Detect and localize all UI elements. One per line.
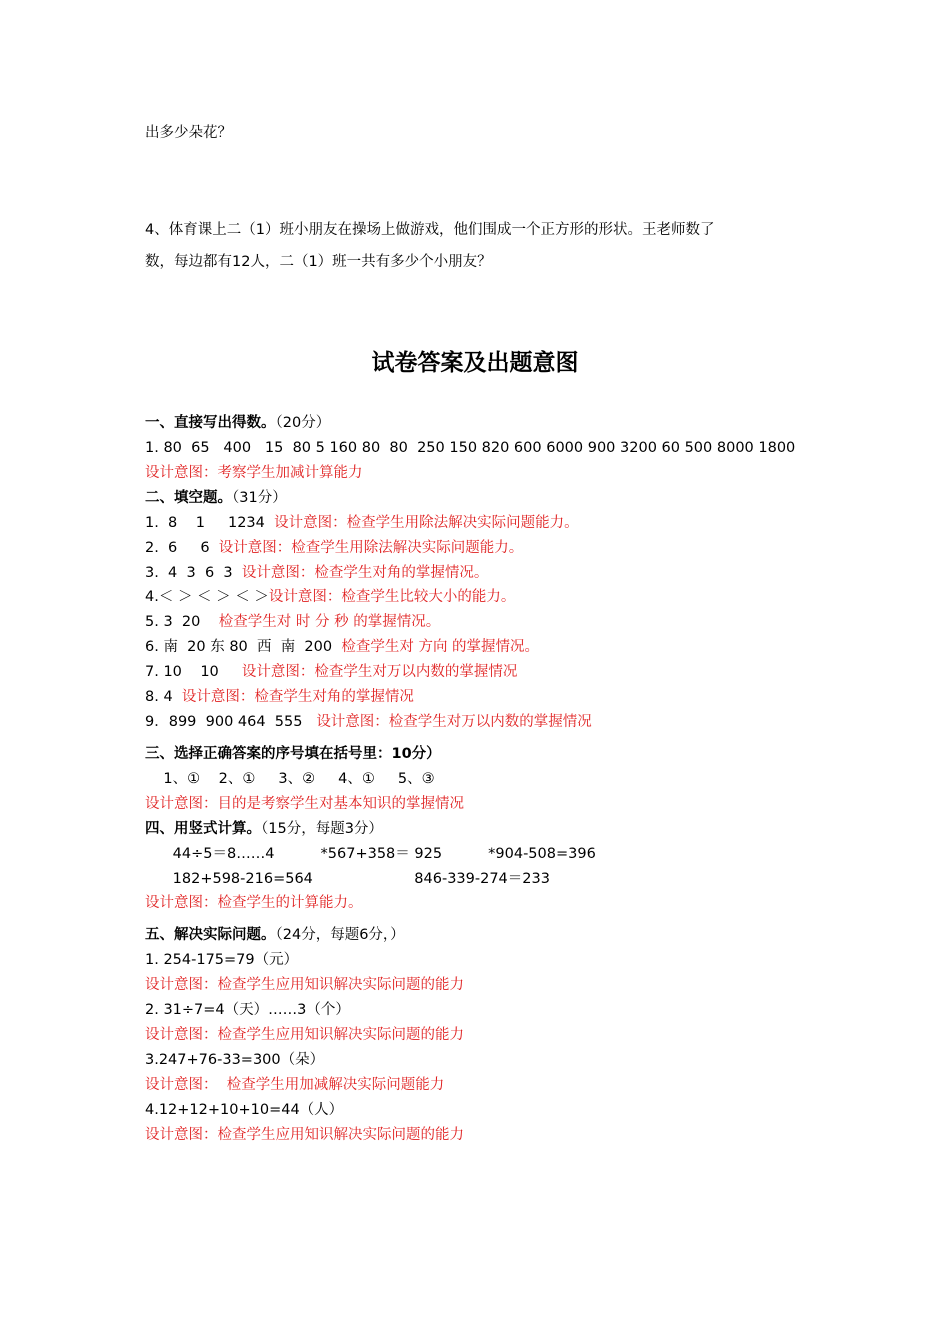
answer: 6. 南 20 东 80 西 南 200 [145, 639, 342, 655]
section-5-heading [145, 925, 405, 945]
answer: 2. 6 6 [145, 540, 219, 556]
section-5-intent: 设计意图：检查学生应用知识解决实际问题的能力 [145, 977, 464, 993]
answer: 3. 4 3 6 3 [145, 565, 242, 581]
answer: 7. 10 10 [145, 664, 242, 680]
section-3-intent: 设计意图：目的是考察学生对基本知识的掌握情况 [145, 796, 464, 812]
intent: 设计意图：检查学生对万以内数的掌握情况 [241, 664, 518, 680]
section-4-title: 四、用竖式计算。 [145, 821, 261, 837]
page-title: 试卷答案及出题意图 [371, 349, 579, 376]
section-4-heading [145, 819, 383, 839]
section-1-score: （20分） [275, 415, 331, 431]
section-5-answer: 3.247+76-33=300（朵） [145, 1052, 325, 1068]
answer: 1. 8 1 1234 [145, 515, 275, 531]
section-5-intent: 设计意图：检查学生应用知识解决实际问题的能力 [145, 1127, 464, 1143]
intent: 设计意图：检查学生比较大小的能力。 [268, 589, 516, 605]
section-2-item [145, 662, 517, 682]
question-4-line-2: 数，每边都有12人，二（1）班一共有多少个小朋友？ [145, 254, 492, 270]
section-2-item [145, 563, 488, 583]
section-5-intent: 设计意图： 检查学生用加减解决实际问题能力 [145, 1077, 445, 1093]
section-1-title: 一、直接写出得数。 [145, 415, 276, 431]
intent: 检查学生对 时 分 秒 的掌握情况。 [218, 614, 441, 630]
section-4-row-1: 44÷5＝8……4 *567+358＝ 925 *904-508=396 [145, 846, 596, 862]
intent: 设计意图：检查学生用除法解决实际问题能力。 [218, 540, 524, 556]
intent: 设计意图：检查学生对角的掌握情况。 [241, 565, 489, 581]
section-5-answer: 4.12+12+10+10=44（人） [145, 1102, 344, 1118]
section-1-answers: 1. 80 65 400 15 80 5 160 80 80 250 150 820 600 6000 900 3200 60 500 8000 1800 [145, 440, 796, 456]
intent: 检查学生对 方向 的掌握情况。 [341, 639, 540, 655]
section-5-answer: 1. 254-175=79（元） [145, 952, 299, 968]
intent: 设计意图：检查学生对万以内数的掌握情况 [316, 714, 592, 730]
answer: 8. 4 [145, 689, 182, 705]
section-3-answers: 1、① 2、① 3、② 4、① 5、③ [145, 771, 435, 787]
section-5-answer: 2. 31÷7=4（天）……3（个） [145, 1002, 350, 1018]
section-1-intent: 设计意图：考察学生加减计算能力 [145, 465, 363, 481]
intent: 设计意图：检查学生用除法解决实际问题能力。 [274, 515, 579, 531]
answer: 5. 3 20 [145, 614, 219, 630]
section-4-score: （15分，每题3分） [261, 821, 383, 837]
question-3-tail: 出多少朵花？ [145, 125, 232, 141]
section-2-item [145, 712, 592, 732]
section-5-intent: 设计意图：检查学生应用知识解决实际问题的能力 [145, 1027, 464, 1043]
section-2-item [145, 637, 539, 657]
answer: 9．899 900 464 555 [145, 714, 317, 730]
section-5-score: （24分，每题6分，） [275, 927, 405, 943]
section-1-heading [145, 413, 330, 433]
section-2-score: （31分） [232, 490, 287, 506]
section-2-item [145, 687, 414, 707]
section-4-row-2: 182+598-216=564 846-339-274＝233 [145, 871, 550, 887]
section-2-heading [145, 488, 287, 508]
section-2-item [145, 612, 440, 632]
section-2-title: 二、填空题。 [145, 490, 232, 506]
answer: 4.＜ ＞ ＜ ＞ ＜ ＞ [145, 589, 269, 605]
section-5-title: 五、解决实际问题。 [145, 927, 276, 943]
section-2-item [145, 513, 579, 533]
intent: 设计意图：检查学生对角的掌握情况 [181, 689, 414, 705]
section-4-intent: 设计意图：检查学生的计算能力。 [145, 895, 363, 911]
section-2-item [145, 538, 523, 558]
section-3-heading: 三、选择正确答案的序号填在括号里：10分） [145, 746, 441, 762]
question-4-line-1: 4、体育课上二（1）班小朋友在操场上做游戏，他们围成一个正方形的形状。王老师数了 [145, 222, 715, 238]
section-2-item [145, 587, 515, 607]
